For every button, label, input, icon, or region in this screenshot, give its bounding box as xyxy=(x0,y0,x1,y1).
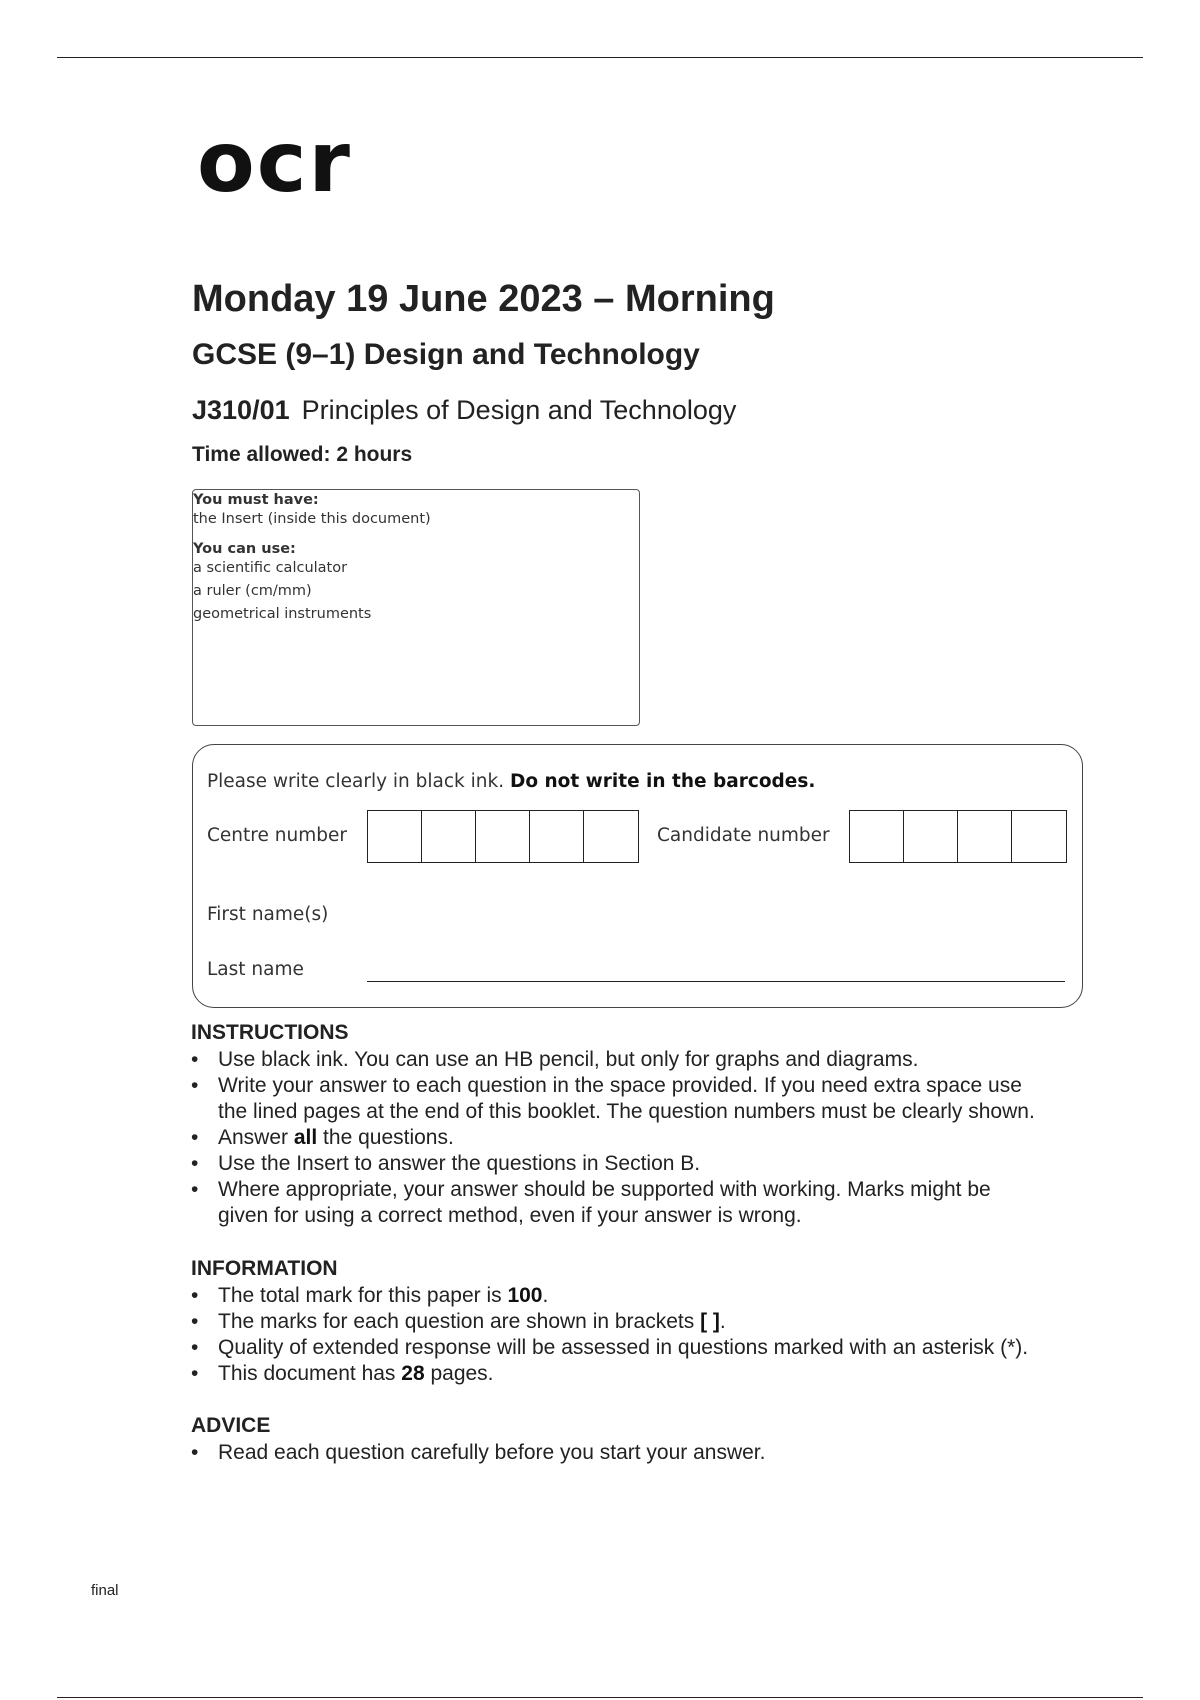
bottom-rule xyxy=(57,1697,1143,1698)
list-item xyxy=(191,1177,1035,1229)
candidate-digit-box[interactable] xyxy=(1012,811,1066,862)
candidate-digit-box[interactable] xyxy=(958,811,1012,862)
last-name-line[interactable] xyxy=(367,981,1065,982)
can-use-item: geometrical instruments xyxy=(193,606,372,622)
can-use-item: a scientific calculator xyxy=(193,560,348,576)
top-rule xyxy=(57,57,1143,58)
centre-digit-box[interactable] xyxy=(584,811,638,862)
list-item xyxy=(191,1335,1028,1361)
paper-name: Principles of Design and Technology xyxy=(301,395,737,425)
instruction-text: Where appropriate, your answer should be supported with working. Marks might be xyxy=(218,1178,991,1201)
centre-number-grid xyxy=(367,810,639,863)
instructions-section xyxy=(191,1021,1035,1229)
information-text: The total mark for this paper is xyxy=(218,1284,508,1307)
instruction-text: Answer xyxy=(218,1126,294,1149)
centre-digit-box[interactable] xyxy=(368,811,422,862)
centre-digit-box[interactable] xyxy=(530,811,584,862)
list-item xyxy=(191,1283,1028,1309)
information-text: pages. xyxy=(424,1362,494,1385)
information-text: This document has xyxy=(218,1362,402,1385)
instructions-heading: INSTRUCTIONS xyxy=(191,1021,349,1044)
candidate-number-label: Candidate number xyxy=(657,825,830,846)
information-emphasis: 100 xyxy=(507,1284,543,1307)
information-emphasis: 28 xyxy=(401,1362,425,1385)
requirements-box xyxy=(192,489,640,726)
advice-text: Read each question carefully before you start your answer. xyxy=(218,1441,766,1464)
information-emphasis: [ ] xyxy=(700,1310,720,1333)
first-name-label: First name(s) xyxy=(207,904,329,925)
can-use-item: a ruler (cm/mm) xyxy=(193,583,312,599)
list-item xyxy=(191,1073,1035,1125)
can-use-heading: You can use: xyxy=(193,541,296,557)
paper-code: J310/01 xyxy=(192,395,290,425)
centre-digit-box[interactable] xyxy=(422,811,476,862)
must-have-item: the Insert (inside this document) xyxy=(193,511,431,527)
instruction-text: Use the Insert to answer the questions in Section B. xyxy=(218,1152,701,1175)
must-have-heading: You must have: xyxy=(193,492,319,508)
instruction-text: Write your answer to each question in the space provided. If you need extra space use xyxy=(218,1074,1022,1097)
ink-instruction-text: Please write clearly in black ink. xyxy=(207,771,505,792)
instruction-text: given for using a correct method, even if your answer is wrong. xyxy=(218,1204,802,1227)
information-section xyxy=(191,1257,1028,1387)
candidate-digit-box[interactable] xyxy=(850,811,904,862)
last-name-label: Last name xyxy=(207,959,304,980)
ocr-logo: ocr xyxy=(197,113,352,211)
time-allowed: Time allowed: 2 hours xyxy=(192,443,413,466)
ink-instruction xyxy=(207,771,815,792)
list-item xyxy=(191,1047,1035,1073)
paper-code-line xyxy=(192,395,736,426)
instruction-emphasis: all xyxy=(293,1126,318,1149)
candidate-number-grid xyxy=(849,810,1067,863)
instruction-text: the lined pages at the end of this booklet. The question numbers must be clearly shown. xyxy=(218,1100,1035,1123)
list-item xyxy=(191,1440,765,1466)
information-list xyxy=(191,1283,1028,1387)
advice-list xyxy=(191,1440,765,1466)
instruction-text: Use black ink. You can use an HB pencil, but only for graphs and diagrams. xyxy=(218,1048,919,1071)
list-item xyxy=(191,1309,1028,1335)
list-item xyxy=(191,1361,1028,1387)
instructions-list xyxy=(191,1047,1035,1229)
information-heading: INFORMATION xyxy=(191,1257,338,1280)
information-text: . xyxy=(719,1310,726,1333)
list-item xyxy=(191,1151,1035,1177)
advice-heading: ADVICE xyxy=(191,1414,271,1437)
information-text: Quality of extended response will be assessed in questions marked with an asterisk (*). xyxy=(218,1336,1029,1359)
instruction-text: the questions. xyxy=(317,1126,454,1149)
advice-section xyxy=(191,1414,765,1466)
barcode-warning: Do not write in the barcodes. xyxy=(510,771,816,792)
information-text: . xyxy=(542,1284,549,1307)
list-item xyxy=(191,1125,1035,1151)
candidate-details-box xyxy=(192,744,1083,1008)
centre-number-label: Centre number xyxy=(207,825,347,846)
candidate-digit-box[interactable] xyxy=(904,811,958,862)
centre-digit-box[interactable] xyxy=(476,811,530,862)
exam-subject: GCSE (9–1) Design and Technology xyxy=(192,338,700,371)
exam-date-title: Monday 19 June 2023 – Morning xyxy=(192,278,775,320)
information-text: The marks for each question are shown in brackets xyxy=(218,1310,701,1333)
footer-mark: final xyxy=(91,1582,119,1599)
